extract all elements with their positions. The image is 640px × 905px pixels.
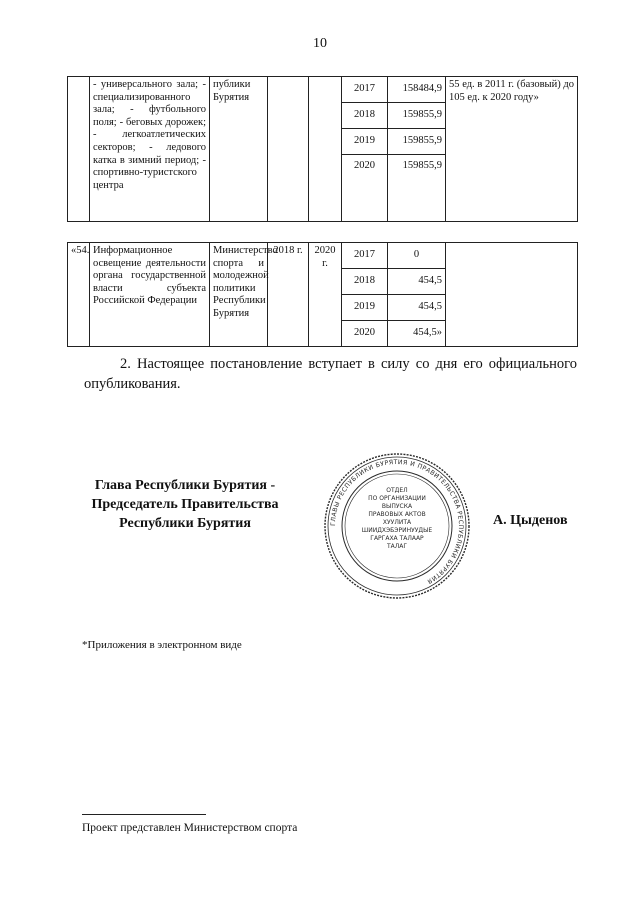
measure-description: Информационное освещение деятельности органа государственной власти субъекта Российской Федерации bbox=[90, 243, 210, 347]
year-cell: 2019 bbox=[342, 129, 388, 155]
amount-cell: 454,5» bbox=[388, 321, 446, 347]
measure-description: - универсального зала; - специализированного зала; - футбольного поля; - беговых дорожек; - легкоатлетических секторов; - ледового катка в зимний период; - спортивно-туристского центра bbox=[90, 77, 210, 222]
signatory-title-line: Республики Бурятия bbox=[119, 516, 251, 531]
amount-cell: 159855,9 bbox=[388, 103, 446, 129]
stamp-line: ГАРГАХА ТАЛААР bbox=[370, 535, 424, 542]
stamp-line: ТАЛАГ bbox=[386, 543, 408, 550]
page-number: 10 bbox=[313, 36, 327, 51]
official-seal-icon bbox=[322, 451, 472, 601]
stamp-line: ВЫПУСКА bbox=[381, 503, 413, 510]
stamp-line: ПРАВОВЫХ АКТОВ bbox=[368, 511, 426, 518]
signatory-title-line: Глава Республики Бурятия - bbox=[94, 478, 276, 493]
target-indicator: 55 ед. в 2011 г. (базовый) до 105 ед. к 2020 году» bbox=[446, 77, 578, 222]
amount-cell: 159855,9 bbox=[388, 129, 446, 155]
attachments-note: *Приложения в электронном виде bbox=[82, 639, 242, 651]
stamp-line: ШИИДХЭБЭРИНУУДЫЕ bbox=[361, 527, 433, 534]
amount-cell: 454,5 bbox=[388, 295, 446, 321]
year-cell: 2018 bbox=[342, 269, 388, 295]
year-cell: 2019 bbox=[342, 295, 388, 321]
responsible-executor: публики Бурятия bbox=[210, 77, 268, 222]
end-date: 2020 г. bbox=[309, 243, 342, 347]
year-cell: 2017 bbox=[342, 243, 388, 269]
footnote-divider bbox=[82, 814, 206, 815]
effective-date-paragraph: 2. Настоящее постановление вступает в силу со дня его официального опубликования. bbox=[84, 356, 577, 392]
amount-cell: 0 bbox=[388, 243, 446, 269]
responsible-executor: Министерство спорта и молодежной политики Республики Бурятия bbox=[210, 243, 268, 347]
stamp-ring-text: ГЛАВЫ РЕСПУБЛИКИ БУРЯТИЯ И ПРАВИТЕЛЬСТВА РЕСПУБЛИКИ БУРЯТИЯ bbox=[329, 458, 465, 585]
amount-cell: 454,5 bbox=[388, 269, 446, 295]
program-table-continuation bbox=[67, 76, 578, 222]
year-cell: 2018 bbox=[342, 103, 388, 129]
program-table-item-54 bbox=[67, 242, 578, 347]
target-indicator bbox=[446, 243, 578, 347]
year-cell: 2017 bbox=[342, 77, 388, 103]
row-number bbox=[68, 77, 90, 222]
amount-cell: 158484,9 bbox=[388, 77, 446, 103]
year-cell: 2020 bbox=[342, 321, 388, 347]
start-date bbox=[268, 77, 309, 222]
stamp-line: ХУУЛИТА bbox=[382, 519, 412, 526]
row-number: «54. bbox=[68, 243, 90, 347]
signatory-title-line: Председатель Правительства bbox=[91, 497, 279, 512]
year-cell: 2020 bbox=[342, 155, 388, 222]
stamp-line: ПО ОРГАНИЗАЦИИ bbox=[368, 495, 426, 502]
stamp-line: ОТДЕЛ bbox=[386, 487, 408, 494]
start-date: 2018 г. bbox=[268, 243, 309, 347]
amount-cell: 159855,9 bbox=[388, 155, 446, 222]
signatory-title bbox=[80, 476, 290, 533]
signatory-name: А. Цыденов bbox=[493, 513, 568, 528]
footnote-text: Проект представлен Министерством спорта bbox=[82, 822, 298, 834]
end-date bbox=[309, 77, 342, 222]
